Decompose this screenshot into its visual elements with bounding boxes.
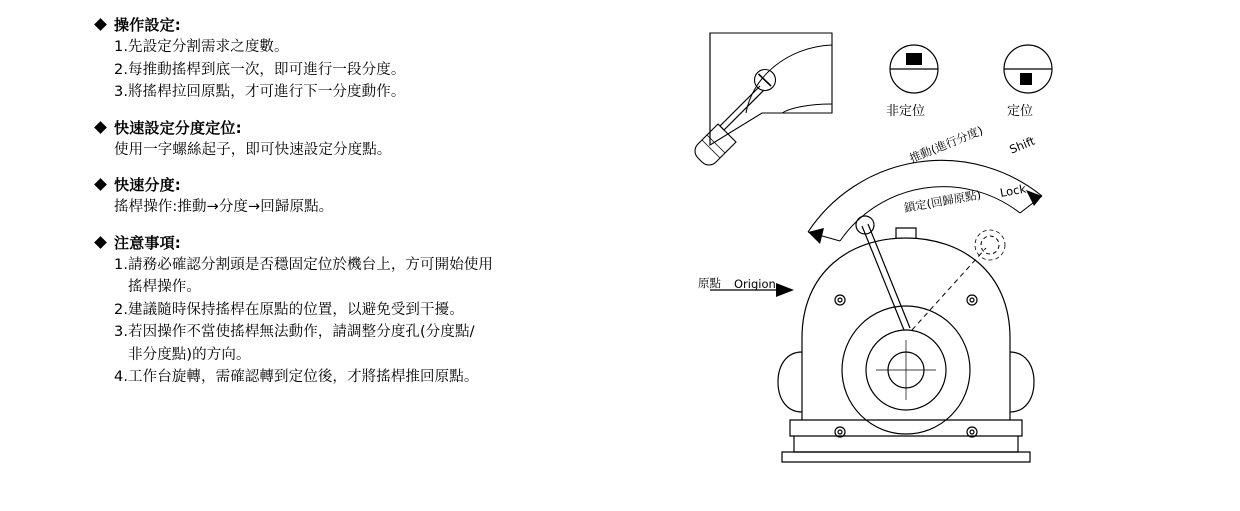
diamond-bullet-icon bbox=[94, 236, 107, 249]
indicator-positioning-icon bbox=[1004, 45, 1052, 93]
section-heading-text: 操作設定: bbox=[114, 16, 181, 34]
screwdriver-icon bbox=[695, 70, 776, 166]
section-lines bbox=[114, 36, 686, 104]
section-heading bbox=[96, 14, 686, 36]
label-origin-en: Origion bbox=[734, 277, 776, 291]
section-notices bbox=[96, 232, 686, 389]
list-item: 2.建議隨時保持搖桿在原點的位置，以避免受到干擾。 bbox=[114, 301, 464, 318]
list-item: 使用一字螺絲起子，即可快速設定分度點。 bbox=[114, 141, 392, 158]
section-lines bbox=[114, 139, 686, 162]
section-heading bbox=[96, 174, 686, 196]
diamond-bullet-icon bbox=[94, 18, 107, 31]
label-non-positioning: 非定位 bbox=[886, 104, 926, 119]
label-lock-zh: 鎖定(回歸原點) bbox=[902, 187, 983, 215]
section-lines bbox=[114, 196, 686, 219]
section-quick-indexing bbox=[96, 174, 686, 219]
section-quick-index-setting bbox=[96, 117, 686, 162]
illustration-area bbox=[690, 0, 1240, 511]
list-item-continuation: 搖桿操作。 bbox=[128, 279, 201, 295]
indexing-head-drawing bbox=[690, 0, 1240, 511]
indicator-non-positioning-icon bbox=[890, 45, 938, 93]
section-operation-settings bbox=[96, 14, 686, 104]
label-positioning: 定位 bbox=[1007, 104, 1034, 119]
label-lock-en: Lock bbox=[998, 181, 1028, 200]
list-item: 4.工作台旋轉，需確認轉到定位後，才將搖桿推回原點。 bbox=[114, 369, 479, 385]
section-heading bbox=[96, 232, 686, 254]
list-item: 3.若因操作不當使搖桿無法動作，請調整分度孔(分度點/ bbox=[114, 324, 475, 340]
list-item: 搖桿操作:推動→分度→回歸原點。 bbox=[114, 199, 334, 215]
instructions-column bbox=[96, 14, 686, 402]
list-item: 1.先設定分割需求之度數。 bbox=[114, 39, 289, 55]
list-item: 1.請務必確認分割頭是否穩固定位於機台上，方可開始使用 bbox=[114, 256, 494, 273]
section-heading-text: 快速設定分度定位: bbox=[114, 118, 242, 137]
label-shift-zh: 推動(進行分度) bbox=[907, 123, 985, 166]
section-heading bbox=[96, 117, 686, 139]
list-item: 3.將搖桿拉回原點，才可進行下一分度動作。 bbox=[114, 84, 406, 100]
section-heading-text: 注意事項: bbox=[114, 233, 181, 252]
section-lines bbox=[114, 254, 686, 389]
diamond-bullet-icon bbox=[94, 178, 107, 191]
list-item-continuation: 非分度點)的方向。 bbox=[128, 346, 251, 363]
label-shift-en: Shift bbox=[1007, 133, 1037, 157]
section-heading-text: 快速分度: bbox=[114, 176, 181, 194]
list-item: 2.每推動搖桿到底一次，即可進行一段分度。 bbox=[114, 61, 406, 78]
label-origin-zh: 原點 bbox=[698, 276, 721, 290]
indexing-head-body bbox=[778, 228, 1034, 462]
diamond-bullet-icon bbox=[94, 121, 107, 134]
